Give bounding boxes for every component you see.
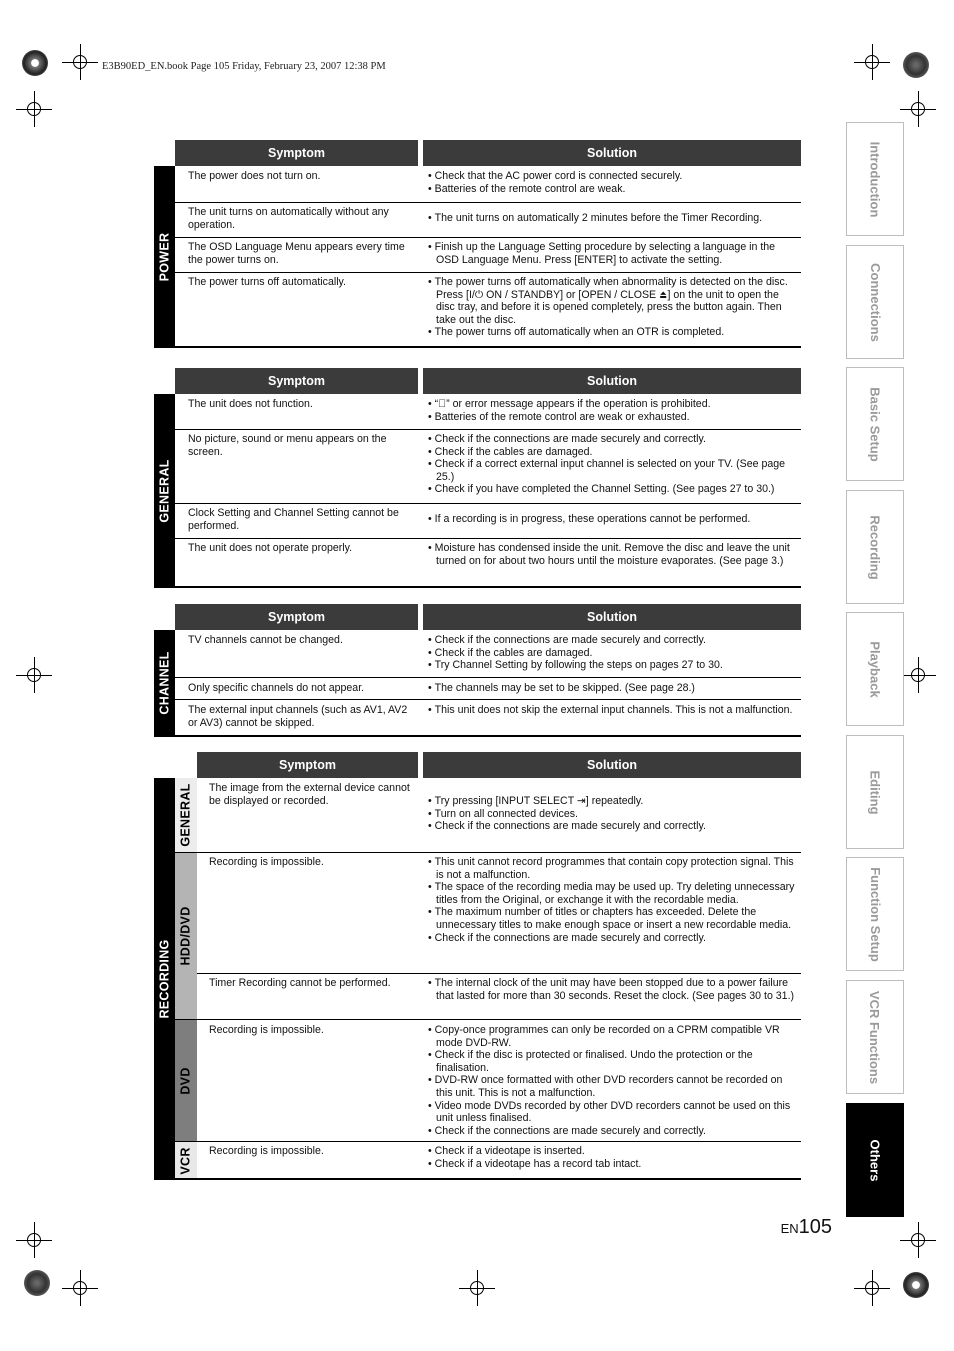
solution-cell — [428, 634, 796, 672]
registration-target-icon — [24, 1270, 50, 1296]
solution-item: • Check if the connections are made securely and correctly. — [428, 820, 796, 833]
tab-editing[interactable]: Editing — [846, 735, 904, 849]
symptom-cell: The power turns off automatically. — [188, 276, 347, 288]
solution-item: • Check if the disc is protected or finalised. Undo the protection or the finalisation. — [428, 1049, 796, 1074]
tab-others[interactable]: Others — [846, 1103, 904, 1217]
solution-item: • The maximum number of titles or chapters has exceeded. Delete the unnecessary titles to make enough space or insert a new recordable media. — [428, 906, 796, 931]
recording-dvd-label: DVD — [175, 1020, 197, 1142]
recording-vcr-label: VCR — [175, 1142, 197, 1179]
solution-cell — [428, 1024, 796, 1137]
registration-target-icon — [22, 50, 48, 76]
symptom-cell: Clock Setting and Channel Setting cannot be performed. — [188, 507, 399, 532]
symptom-cell: Recording is impossible. — [209, 856, 324, 868]
symptom-cell: Recording is impossible. — [209, 1145, 324, 1157]
tab-recording[interactable]: Recording — [846, 490, 904, 604]
recording-section-label: RECORDING — [154, 778, 175, 1179]
solution-item: • The power turns off automatically when an OTR is completed. — [428, 326, 796, 339]
solution-item: • This unit does not skip the external input channels. This is not a malfunction. — [428, 704, 796, 717]
solution-item: • Check if a videotape has a record tab intact. — [428, 1158, 796, 1171]
row-divider — [197, 973, 801, 974]
tab-playback[interactable]: Playback — [846, 612, 904, 726]
solution-item: • Turn on all connected devices. — [428, 808, 796, 821]
solution-item: • Check if the connections are made securely and correctly. — [428, 932, 796, 945]
recording-hdd-dvd-label: HDD/DVD — [175, 853, 197, 1019]
solution-item: • The unit turns on automatically 2 minutes before the Timer Recording. — [428, 212, 796, 225]
row-divider — [175, 1141, 801, 1142]
table-bottom-border — [154, 1178, 801, 1180]
solution-cell — [428, 682, 796, 695]
solution-item: • The channels may be set to be skipped. (See page 28.) — [428, 682, 796, 695]
tab-introduction[interactable]: Introduction — [846, 122, 904, 236]
tab-vcr-functions[interactable]: VCR Functions — [846, 980, 904, 1094]
symptom-header: Symptom — [175, 140, 418, 166]
row-divider — [175, 1019, 801, 1020]
solution-item: • Moisture has condensed inside the unit. Remove the disc and leave the unit turned on for about two hours until the moisture evaporates. (See page 3.) — [428, 542, 796, 567]
solution-cell — [428, 398, 796, 423]
solution-cell — [428, 276, 796, 339]
solution-cell — [428, 513, 796, 526]
solution-item: • The space of the recording media may be used up. Try deleting unnecessary titles from the Original, or exchange it with the recordable media. — [428, 881, 796, 906]
recording-general-label: GENERAL — [175, 778, 197, 852]
solution-item: • Check if a videotape is inserted. — [428, 1145, 796, 1158]
symptom-cell: The unit does not operate properly. — [188, 542, 353, 554]
row-divider — [175, 699, 801, 700]
solution-header: Solution — [423, 604, 801, 630]
solution-item: • The power turns off automatically when abnormality is detected on the disc. Press [I/⏻ ON / STANDBY] or [OPEN / CLOSE ⏏] on the unit to open the disc tray, and before it is opened completely, press the button again. Then take out the disc. — [428, 276, 796, 326]
row-divider — [175, 272, 801, 273]
row-divider — [175, 677, 801, 678]
channel-section-label: CHANNEL — [154, 630, 175, 736]
symptom-header: Symptom — [197, 752, 418, 778]
solution-item: • Video mode DVDs recorded by other DVD recorders cannot be used on this unit unless finalised. — [428, 1100, 796, 1125]
solution-item: • Batteries of the remote control are weak or exhausted. — [428, 411, 796, 424]
solution-item: • Batteries of the remote control are weak. — [428, 183, 796, 196]
registration-target-icon — [903, 52, 929, 78]
solution-item: • Check that the AC power cord is connected securely. — [428, 170, 796, 183]
solution-item: • Check if the cables are damaged. — [428, 446, 796, 459]
row-divider — [175, 429, 801, 430]
row-divider — [175, 202, 801, 203]
solution-cell — [428, 542, 796, 567]
symptom-header: Symptom — [175, 604, 418, 630]
page-prefix: EN — [780, 1221, 799, 1236]
row-divider — [175, 237, 801, 238]
row-divider — [175, 852, 801, 853]
solution-item: • Try Channel Setting by following the steps on pages 27 to 30. — [428, 659, 796, 672]
solution-cell — [428, 856, 796, 944]
solution-header: Solution — [423, 368, 801, 394]
symptom-header: Symptom — [175, 368, 418, 394]
print-header: E3B90ED_EN.book Page 105 Friday, February 23, 2007 12:38 PM — [102, 61, 386, 72]
symptom-cell: The unit turns on automatically without any operation. — [188, 206, 389, 231]
symptom-cell: The unit does not function. — [188, 398, 313, 410]
solution-item: • “⃠” or error message appears if the operation is prohibited. — [428, 398, 796, 411]
solution-item: • Check if the connections are made securely and correctly. — [428, 634, 796, 647]
solution-item: • Check if the connections are made securely and correctly. — [428, 1125, 796, 1138]
table-bottom-border — [154, 586, 801, 588]
symptom-cell: Only specific channels do not appear. — [188, 682, 365, 694]
symptom-cell: The image from the external device cannot be displayed or recorded. — [209, 782, 410, 807]
solution-header: Solution — [423, 140, 801, 166]
solution-cell — [428, 1145, 796, 1170]
solution-cell — [428, 977, 796, 1002]
tab-function-setup[interactable]: Function Setup — [846, 857, 904, 971]
symptom-cell: Recording is impossible. — [209, 1024, 324, 1036]
solution-item: • Try pressing [INPUT SELECT ⇥] repeatedly. — [428, 795, 796, 808]
table-bottom-border — [154, 735, 801, 737]
symptom-cell: The OSD Language Menu appears every time the power turns on. — [188, 241, 405, 266]
solution-item: • Finish up the Language Setting procedure by selecting a language in the OSD Language Menu. Press [ENTER] to activate the setting. — [428, 241, 796, 266]
row-divider — [175, 538, 801, 539]
symptom-cell: The external input channels (such as AV1, AV2 or AV3) cannot be skipped. — [188, 704, 408, 729]
solution-item: • Copy-once programmes can only be recorded on a CPRM compatible VR mode DVD-RW. — [428, 1024, 796, 1049]
solution-cell — [428, 795, 796, 833]
tab-connections[interactable]: Connections — [846, 245, 904, 359]
symptom-cell: Timer Recording cannot be performed. — [209, 977, 391, 989]
solution-cell — [428, 170, 796, 195]
row-divider — [175, 503, 801, 504]
solution-item: • If a recording is in progress, these operations cannot be performed. — [428, 513, 796, 526]
page-number — [781, 1216, 832, 1239]
general-section-label: GENERAL — [154, 394, 175, 587]
power-section-label: POWER — [154, 166, 175, 347]
solution-item: • Check if the cables are damaged. — [428, 647, 796, 660]
solution-item: • Check if a correct external input channel is selected on your TV. (See page 25.) — [428, 458, 796, 483]
tab-basic-setup[interactable]: Basic Setup — [846, 367, 904, 481]
symptom-cell: No picture, sound or menu appears on the screen. — [188, 433, 387, 458]
symptom-cell: TV channels cannot be changed. — [188, 634, 343, 646]
solution-cell — [428, 241, 796, 266]
page-number-value: 105 — [798, 1216, 832, 1238]
solution-item: • This unit cannot record programmes that contain copy protection signal. This is not a malfunction. — [428, 856, 796, 881]
solution-header: Solution — [423, 752, 801, 778]
solution-item: • Check if the connections are made securely and correctly. — [428, 433, 796, 446]
solution-item: • Check if you have completed the Channel Setting. (See pages 27 to 30.) — [428, 483, 796, 496]
registration-target-icon — [903, 1272, 929, 1298]
solution-cell — [428, 433, 796, 496]
symptom-cell: The power does not turn on. — [188, 170, 321, 182]
solution-item: • DVD-RW once formatted with other DVD recorders cannot be recorded on this unit. This is not a malfunction. — [428, 1074, 796, 1099]
solution-cell — [428, 704, 796, 717]
solution-item: • The internal clock of the unit may have been stopped due to a power failure that lasted for more than 30 seconds. Reset the clock. (See pages 30 to 31.) — [428, 977, 796, 1002]
table-bottom-border — [154, 346, 801, 348]
solution-cell — [428, 212, 796, 225]
